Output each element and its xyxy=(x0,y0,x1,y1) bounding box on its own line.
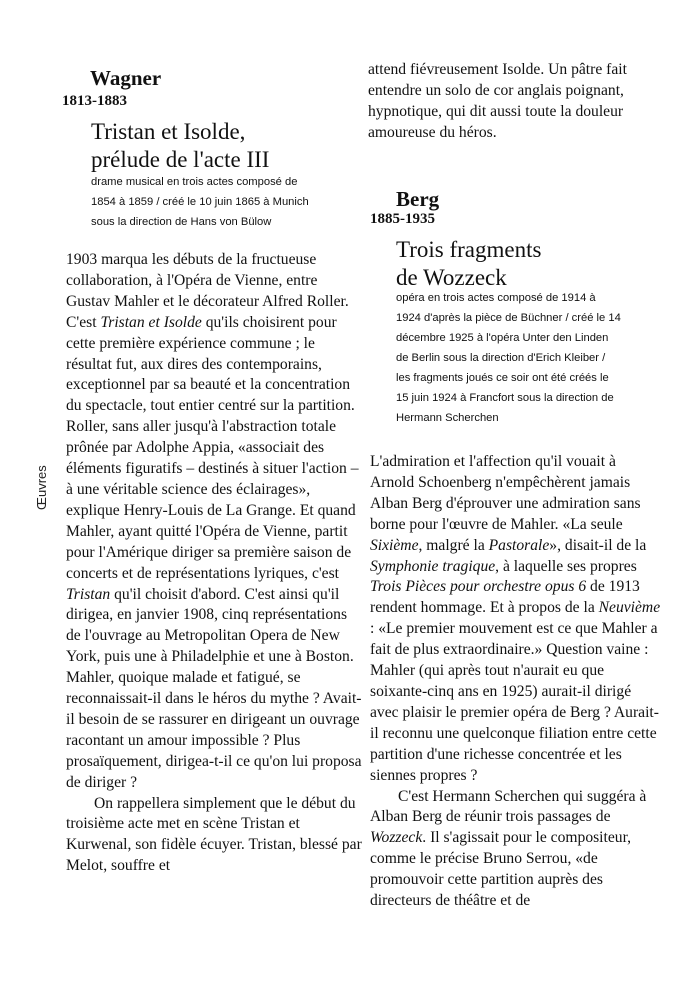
composer-name-berg: Berg xyxy=(396,187,440,211)
work-title-line: Trois fragments xyxy=(396,237,542,262)
note-line: 1854 à 1859 / créé le 10 juin 1865 à Munich xyxy=(91,196,309,208)
work-note-tristan xyxy=(91,172,361,232)
note-line: Hermann Scherchen xyxy=(396,412,499,424)
work-title-tristan xyxy=(91,118,269,174)
watermark xyxy=(0,418,21,571)
composer-dates-berg: 1885-1935 xyxy=(370,211,435,227)
paragraph: On rappellera simplement que le début du troisième acte met en scène Tristan et Kurwenal, son fidèle écuyer. Tristan, blessé par Melot, souffre et xyxy=(66,794,362,875)
note-line: de Berlin sous la direction d'Erich Kleiber / xyxy=(396,352,606,364)
note-line: décembre 1925 à l'opéra Unter den Linden xyxy=(396,332,609,344)
section-side-label: Œuvres xyxy=(34,465,49,510)
work-title-line: prélude de l'acte III xyxy=(91,147,270,172)
paragraph: L'admiration et l'affection qu'il vouait à Arnold Schoenberg n'empêchèrent jamais Alban Berg d'éprouver une admiration sans borne pour l'œuvre de Mahler. «La seule Sixième, malgré la Pastorale», disait-il de la Symphonie tragique, à laquelle ses propres Trois Pièces pour orchestre opus 6 de 1913 rendent hommage. Et à propos de la Neuvième : «Le premier mouvement est ce que Mahler a fait de plus extraordinaire.» Question vaine : Mahler (qui après tout n'aurait eu que soixante-cinq ans en 1925) aurait-il dirigé avec plaisir le premier opéra de Berg ? Aurait-il reconnu une quelconque filiation entre cette partition d'une richesse concentrée et les siennes propres ? xyxy=(370,453,661,784)
wagner-body-continued: attend fiévreusement Isolde. Un pâtre fait entendre un solo de cor anglais poignant, hypnotique, qui dit aussi toute la douleur amoureuse du héros. xyxy=(368,61,627,141)
composer-name-wagner: Wagner xyxy=(90,66,162,90)
note-line: drame musical en trois actes composé de xyxy=(91,176,298,188)
paragraph: 1903 marqua les débuts de la fructueuse collaboration, à l'Opéra de Vienne, entre Gustav Mahler et le décorateur Alfred Roller. C'est Tristan et Isolde qu'ils choisirent pour cette première expérience commune ; le résultat fut, aux dires des contemporains, exceptionnel par sa beauté et la concentration du spectacle, tout entier centré sur la partition. Roller, sans aller jusqu'à l'abstraction totale prônée par Adolphe Appia, «associait des éléments figuratifs – destinés à situer l'action – à une véritable science des éclairages», explique Henry-Louis de La Grange. Et quand Mahler, ayant quitté l'Opéra de Vienne, partit pour l'Amérique diriger sa première saison de concerts et de représentations lyriques, c'est Tristan qu'il choisit d'abord. C'est ainsi qu'il dirigea, en janvier 1908, cinq représentations de l'ouvrage au Metropolitan Opera de New York, puis une à Philadelphie et une à Boston. Mahler, quoique malade et fatigué, se reconnaissait-il dans le héros du mythe ? Avait-il besoin de se rassurer en dirigeant un ouvrage racontant un amour impossible ? Plus prosaïquement, dirigea-t-il ce qu'on lui proposa de diriger ? xyxy=(66,251,362,791)
paragraph: C'est Hermann Scherchen qui suggéra à Alban Berg de réunir trois passages de Wozzeck. Il s'agissait pour le compositeur, comme le précise Bruno Serrou, «de promouvoir cette partition auprès des directeurs de théâtre et de xyxy=(370,787,647,910)
wagner-body-text xyxy=(66,250,364,877)
work-note-wozzeck xyxy=(396,288,666,428)
berg-body-text xyxy=(370,452,662,912)
note-line: opéra en trois actes composé de 1914 à xyxy=(396,292,596,304)
note-line: 1924 d'après la pièce de Büchner / créé le 14 xyxy=(396,312,621,324)
work-title-line: de Wozzeck xyxy=(396,265,507,290)
note-line: sous la direction de Hans von Bülow xyxy=(91,216,272,228)
work-title-wozzeck xyxy=(396,236,541,292)
note-line: 15 juin 1924 à Francfort sous la direction de xyxy=(396,392,614,404)
work-title-line: Tristan et Isolde, xyxy=(91,119,246,144)
note-line: les fragments joués ce soir ont été créés le xyxy=(396,372,609,384)
composer-dates-wagner: 1813-1883 xyxy=(62,93,127,109)
